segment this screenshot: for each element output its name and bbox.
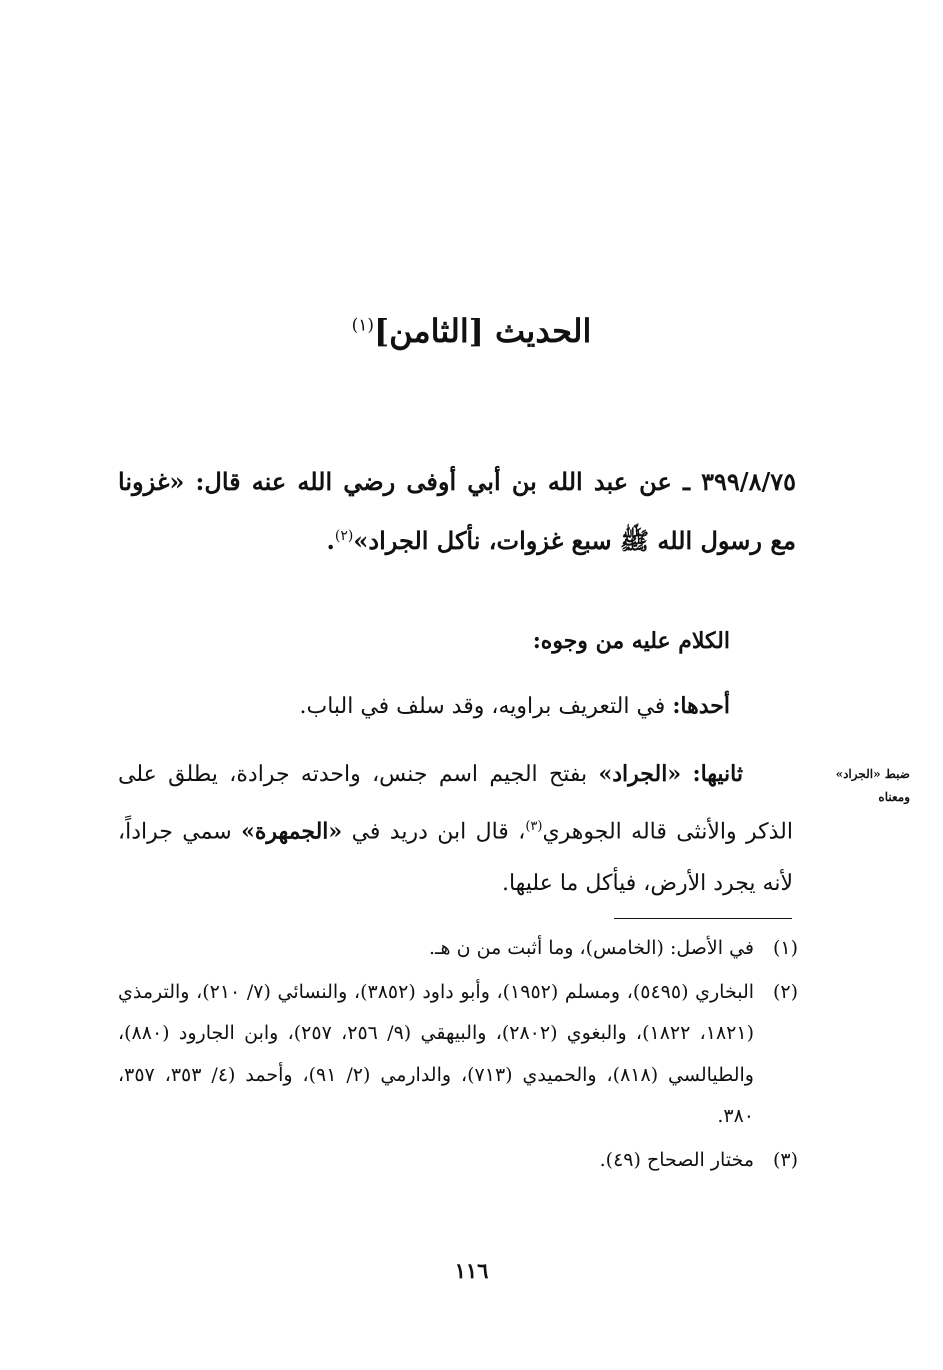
title-text: الحديث [الثامن] bbox=[374, 312, 592, 350]
footnote-number: (١) bbox=[772, 937, 798, 959]
footnote-text: البخاري (٥٤٩٥)، ومسلم (١٩٥٢)، وأبو داود (٣٨٥٢)، والنسائي (٧/ ٢١٠)، والترمذي (١٨٢١، ١٨٢٢)، والبغوي (٢٨٠٢)، والبيهقي (٩/ ٢٥٦، ٢٥٧)، وابن الجارود (٨٨٠)، والطيالسي (٨١٨)، والحميدي (٧١٣)، والدارمي (٢/ ٩١)، وأحمد (٤/ ٣٥٣، ٣٥٧، ٣٨٠. bbox=[118, 980, 755, 1127]
margin-note-line-1: ضبط «الجراد» bbox=[835, 767, 910, 781]
footnote-separator bbox=[614, 918, 792, 919]
margin-note bbox=[815, 763, 910, 809]
second-point-keyword: «الجراد» bbox=[598, 761, 682, 787]
footnote-item bbox=[118, 928, 798, 970]
footnote-text: في الأصل: (الخامس)، وما أثبت من ن هـ. bbox=[428, 937, 754, 959]
title-footnote-ref: (١) bbox=[351, 315, 375, 336]
page-number: ١١٦ bbox=[454, 1258, 489, 1283]
hadith-body: عن عبد الله بن أبي أوفى رضي الله عنه قال: «غزونا مع رسول الله ﷺ سبع غزوات، نأكل الجراد» bbox=[118, 467, 796, 555]
first-point-text: في التعريف براويه، وقد سلف في الباب. bbox=[299, 694, 666, 719]
footnotes bbox=[118, 928, 798, 1183]
footnote-item bbox=[118, 972, 798, 1138]
second-point-text-2: ، قال ابن دريد في bbox=[351, 819, 526, 845]
footnote-item bbox=[118, 1140, 798, 1182]
hadith-dash: ـ bbox=[682, 467, 690, 496]
footnote-number: (٢) bbox=[772, 980, 798, 1003]
hadith-footnote-ref: (٢) bbox=[334, 528, 354, 544]
second-point-text-1: بفتح الجيم اسم جنس، واحدته جرادة، يطلق على الذكر والأنثى قاله الجوهري bbox=[118, 762, 794, 845]
commentary-second-point bbox=[118, 748, 793, 910]
first-point-lead: أحدها: bbox=[672, 693, 730, 719]
hadith-number: ٣٩٩/٨/٧٥ bbox=[701, 467, 796, 496]
commentary-first-point bbox=[299, 680, 730, 733]
hadith-title bbox=[0, 312, 943, 350]
commentary-intro: الكلام عليه من وجوه: bbox=[532, 628, 730, 654]
second-point-footnote-ref: (٣) bbox=[525, 819, 543, 834]
footnote-text: مختار الصحاح (٤٩). bbox=[599, 1148, 754, 1171]
margin-note-line-2: ومعناه bbox=[878, 790, 910, 804]
hadith-end: . bbox=[326, 526, 335, 555]
hadith-text-block bbox=[118, 455, 796, 568]
footnote-number: (٣) bbox=[772, 1148, 798, 1171]
second-point-text-3: سمي جراداً، لأنه يجرد الأرض، فيأكل ما عليها. bbox=[118, 819, 793, 897]
second-point-lead: ثانيها: bbox=[692, 761, 744, 787]
second-point-book: «الجمهرة» bbox=[241, 818, 343, 845]
